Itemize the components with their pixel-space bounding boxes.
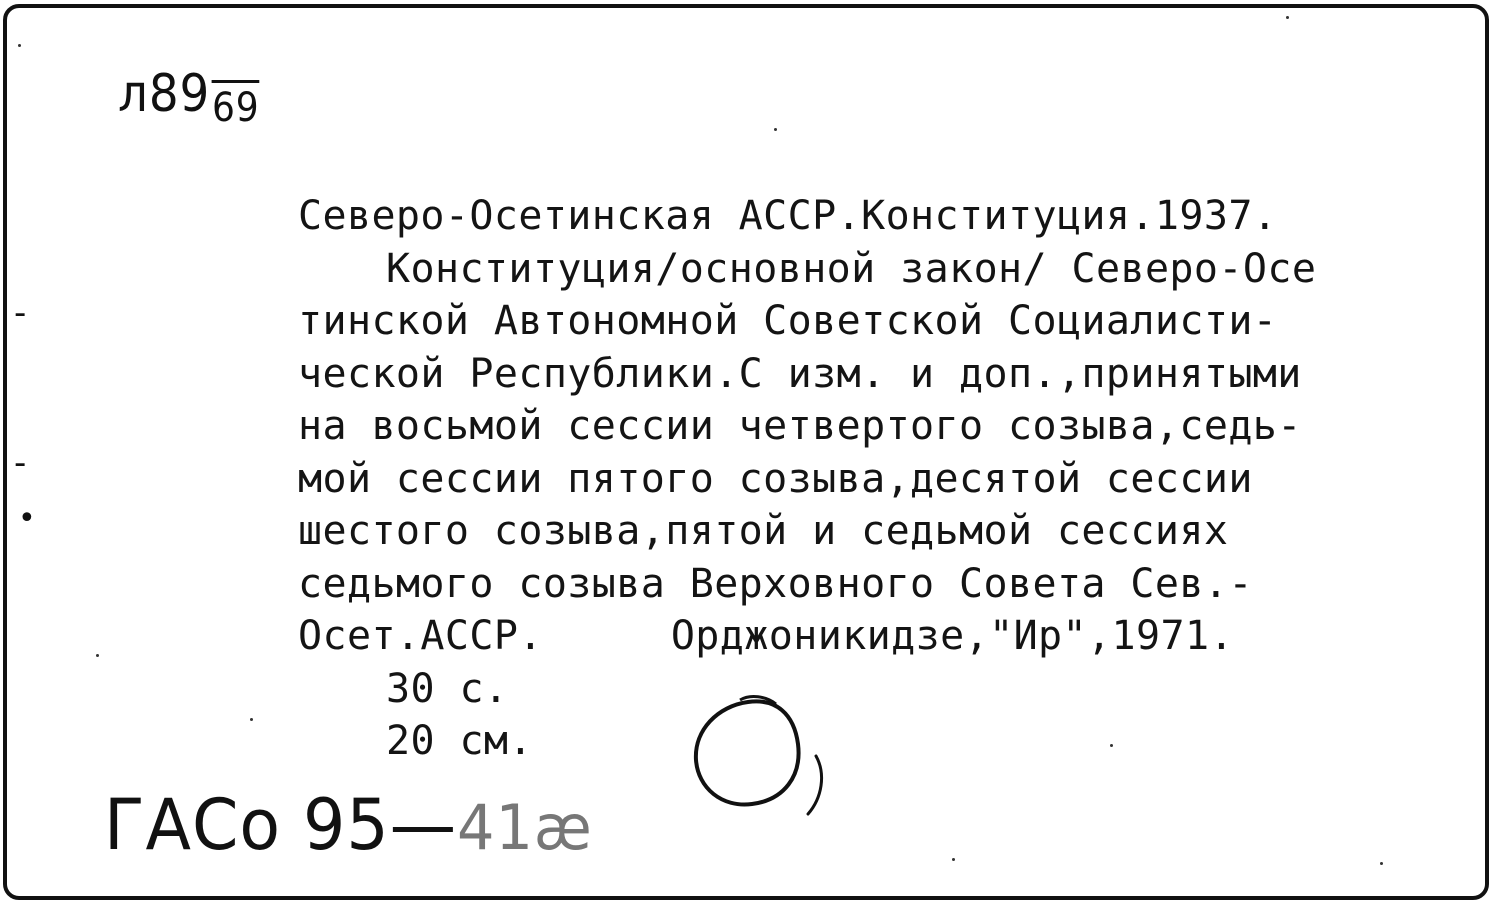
speck [1380,862,1383,865]
margin-mark-dot: • [18,501,36,536]
entry-heading: Северо-Осетинская АССР.Конституция.1937. [298,193,1278,239]
entry-body-line: на восьмой сессии четвертого созыва,седь- [298,403,1302,449]
entry-pages: 30 с. [386,665,509,712]
margin-mark-dash-1: - [14,293,27,333]
publication-place-org: Осет.АССР. [298,613,543,659]
entry-body-line: седьмого созыва Верховного Совета Сев.- [298,560,1253,607]
archive-code-main: ГАСо 95— [104,784,458,866]
entry-body-line: Конституция/основной закон/ Северо-Осе [386,245,1317,292]
speck [96,654,99,657]
archive-code-faint: 41æ [457,791,593,864]
speck [18,44,21,47]
circle-stamp-icon [680,680,850,830]
publication-imprint: Орджоникидзе,"Ир",1971. [670,613,1234,659]
margin-mark-dash-2: - [14,443,27,483]
entry-body-line: мой сессии пятого созыва,десятой сессии [298,455,1253,502]
archive-code [104,784,593,866]
entry-publication-line [298,610,1478,663]
speck [952,858,955,861]
call-number [118,64,260,131]
call-number-sub: 69 [212,80,260,131]
entry-size: 20 см. [386,718,533,764]
speck [1286,16,1289,19]
call-number-main: л89 [118,64,211,124]
entry-body-line: шестого созыва,пятой и седьмой сессиях [298,508,1229,554]
speck [774,128,777,131]
entry-body-line: ческой Республики.С изм. и доп.,принятыми [298,350,1302,397]
bibliographic-entry [298,190,1478,768]
speck [250,718,253,721]
entry-body-line: тинской Автономной Советской Социалисти- [298,298,1278,344]
